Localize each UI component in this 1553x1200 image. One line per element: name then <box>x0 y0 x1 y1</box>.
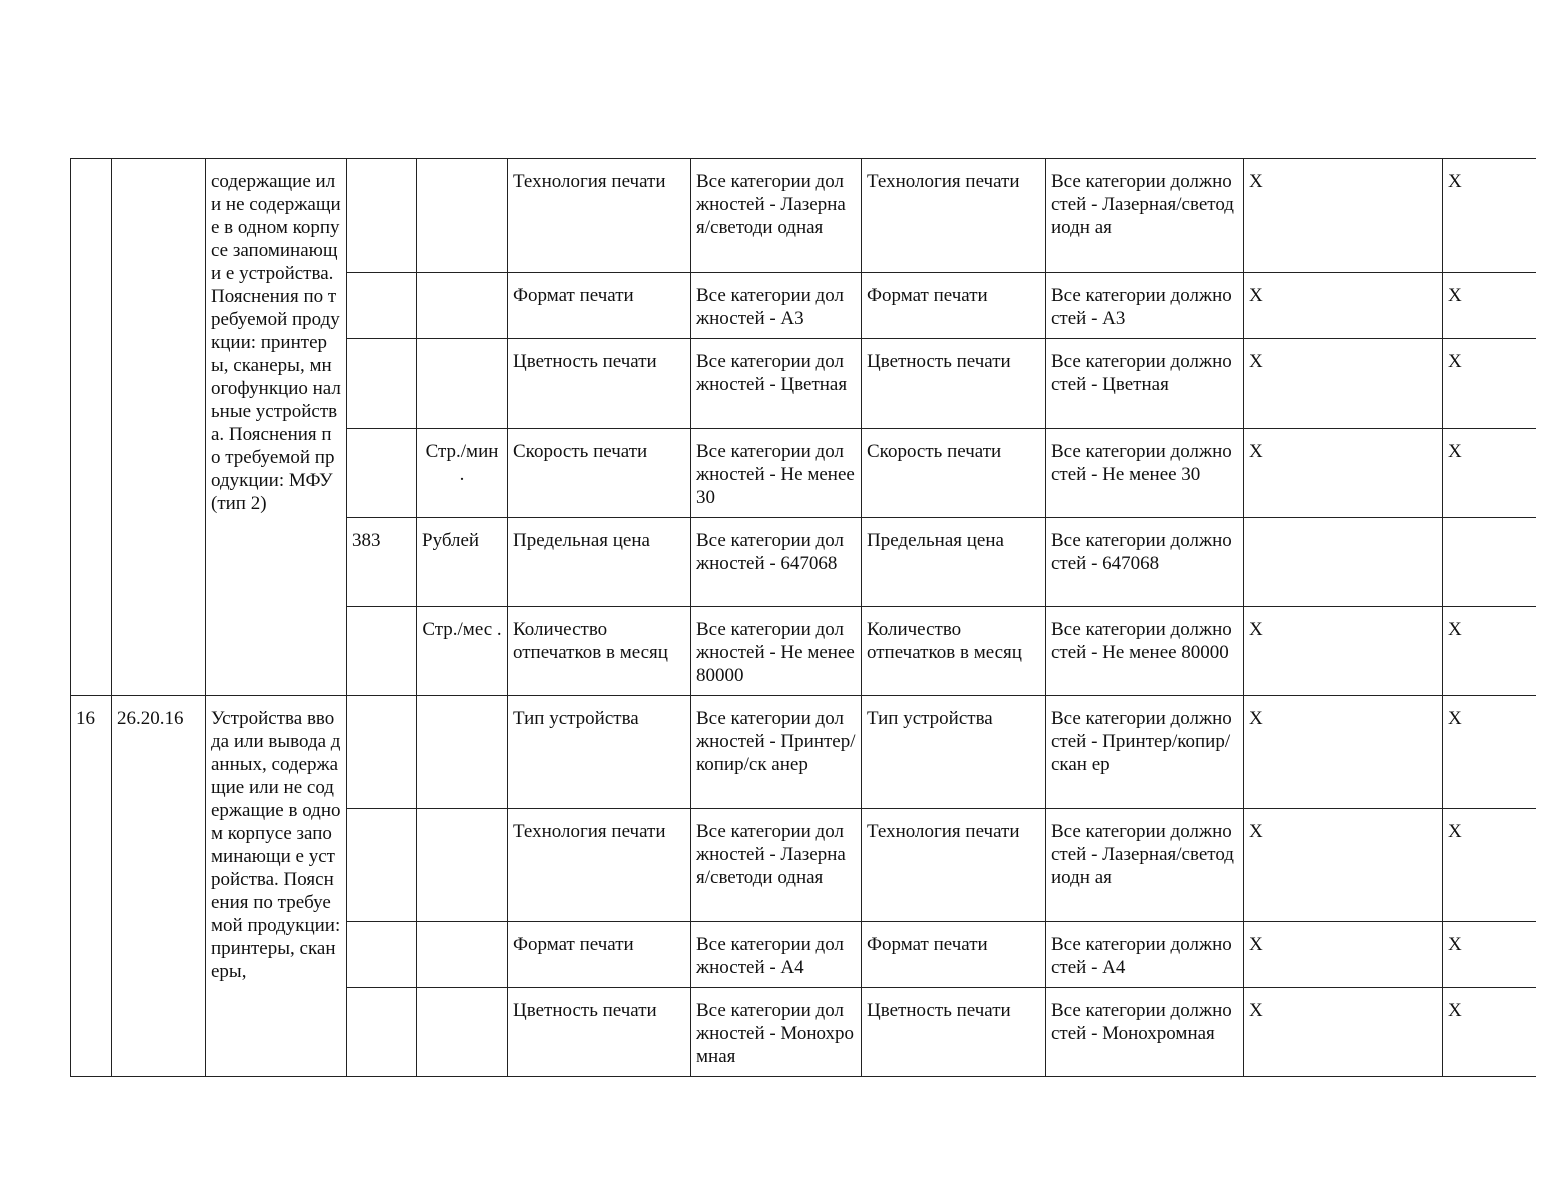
characteristic-2-cell: Количество отпечатков в месяц <box>862 607 1046 696</box>
unit-cell: Рублей <box>417 518 508 607</box>
mark-2-cell <box>1443 518 1536 607</box>
characteristic-cell: Предельная цена <box>508 518 691 607</box>
mark-2-cell: X <box>1443 429 1536 518</box>
unit-cell <box>417 988 508 1077</box>
value-2-cell: Все категории должностей - А3 <box>1046 273 1244 339</box>
mark-cell: X <box>1244 809 1443 922</box>
value-cell: Все категории должностей - Не менее 80000 <box>691 607 862 696</box>
mark-cell: X <box>1244 159 1443 273</box>
okei-code-cell <box>347 273 417 339</box>
characteristic-cell: Скорость печати <box>508 429 691 518</box>
characteristic-cell: Цветность печати <box>508 339 691 429</box>
unit-cell <box>417 696 508 809</box>
unit-cell <box>417 273 508 339</box>
okei-code-cell <box>347 922 417 988</box>
okpd-code-cell: 26.20.16 <box>112 696 206 1077</box>
product-name-cell: содержащие или не содержащие в одном корпусе запоминающи е устройства. Пояснения по требуемой продукции: принтеры, сканеры, многофункцио нальные устройства. Пояснения по требуемой продукции: МФУ (тип 2) <box>206 159 347 696</box>
okei-code-cell <box>347 159 417 273</box>
value-2-cell: Все категории должностей - Не менее 80000 <box>1046 607 1244 696</box>
mark-2-cell: X <box>1443 809 1536 922</box>
value-2-cell: Все категории должностей - Монохромная <box>1046 988 1244 1077</box>
unit-cell <box>417 339 508 429</box>
mark-cell: X <box>1244 429 1443 518</box>
value-2-cell: Все категории должностей - 647068 <box>1046 518 1244 607</box>
value-2-cell: Все категории должностей - Не менее 30 <box>1046 429 1244 518</box>
characteristic-cell: Тип устройства <box>508 696 691 809</box>
mark-2-cell: X <box>1443 607 1536 696</box>
okei-code-cell <box>347 696 417 809</box>
value-cell: Все категории должностей - Принтер/копир/ск анер <box>691 696 862 809</box>
unit-cell <box>417 159 508 273</box>
mark-cell: X <box>1244 607 1443 696</box>
unit-cell: Стр./мин . <box>417 429 508 518</box>
okei-code-cell: 383 <box>347 518 417 607</box>
value-2-cell: Все категории должностей - А4 <box>1046 922 1244 988</box>
unit-cell <box>417 809 508 922</box>
okei-code-cell <box>347 809 417 922</box>
characteristic-cell: Технология печати <box>508 159 691 273</box>
row-number-cell: 16 <box>71 696 112 1077</box>
mark-cell: X <box>1244 988 1443 1077</box>
value-2-cell: Все категории должностей - Лазерная/светодиодн ая <box>1046 159 1244 273</box>
characteristic-cell: Формат печати <box>508 273 691 339</box>
mark-2-cell: X <box>1443 922 1536 988</box>
characteristic-cell: Технология печати <box>508 809 691 922</box>
characteristic-2-cell: Предельная цена <box>862 518 1046 607</box>
value-2-cell: Все категории должностей - Принтер/копир/скан ер <box>1046 696 1244 809</box>
characteristic-cell: Формат печати <box>508 922 691 988</box>
value-2-cell: Все категории должностей - Лазерная/светодиодн ая <box>1046 809 1244 922</box>
characteristic-cell: Цветность печати <box>508 988 691 1077</box>
characteristic-2-cell: Скорость печати <box>862 429 1046 518</box>
value-cell: Все категории должностей - 647068 <box>691 518 862 607</box>
mark-cell: X <box>1244 922 1443 988</box>
okpd-code-cell <box>112 159 206 696</box>
okei-code-cell <box>347 339 417 429</box>
characteristic-2-cell: Технология печати <box>862 809 1046 922</box>
mark-cell: X <box>1244 339 1443 429</box>
value-cell: Все категории должностей - Лазерная/светоди одная <box>691 159 862 273</box>
okei-code-cell <box>347 429 417 518</box>
requirements-table <box>70 158 1536 1077</box>
characteristic-2-cell: Цветность печати <box>862 988 1046 1077</box>
table-row <box>71 159 1536 273</box>
value-cell: Все категории должностей - А3 <box>691 273 862 339</box>
table-row <box>71 696 1536 809</box>
value-cell: Все категории должностей - Цветная <box>691 339 862 429</box>
mark-2-cell: X <box>1443 159 1536 273</box>
product-name-cell: Устройства ввода или вывода данных, содержащие или не содержащие в одном корпусе запоминающи е устройства. Пояснения по требуемой продукции: принтеры, сканеры, <box>206 696 347 1077</box>
value-2-cell: Все категории должностей - Цветная <box>1046 339 1244 429</box>
mark-cell <box>1244 518 1443 607</box>
characteristic-2-cell: Технология печати <box>862 159 1046 273</box>
mark-cell: X <box>1244 696 1443 809</box>
mark-2-cell: X <box>1443 988 1536 1077</box>
unit-cell <box>417 922 508 988</box>
unit-cell: Стр./мес . <box>417 607 508 696</box>
okei-code-cell <box>347 607 417 696</box>
mark-2-cell: X <box>1443 339 1536 429</box>
characteristic-2-cell: Формат печати <box>862 922 1046 988</box>
characteristic-cell: Количество отпечатков в месяц <box>508 607 691 696</box>
characteristic-2-cell: Тип устройства <box>862 696 1046 809</box>
value-cell: Все категории должностей - Монохромная <box>691 988 862 1077</box>
value-cell: Все категории должностей - Не менее 30 <box>691 429 862 518</box>
characteristic-2-cell: Цветность печати <box>862 339 1046 429</box>
okei-code-cell <box>347 988 417 1077</box>
value-cell: Все категории должностей - А4 <box>691 922 862 988</box>
row-number-cell <box>71 159 112 696</box>
mark-cell: X <box>1244 273 1443 339</box>
characteristic-2-cell: Формат печати <box>862 273 1046 339</box>
mark-2-cell: X <box>1443 273 1536 339</box>
mark-2-cell: X <box>1443 696 1536 809</box>
value-cell: Все категории должностей - Лазерная/светоди одная <box>691 809 862 922</box>
